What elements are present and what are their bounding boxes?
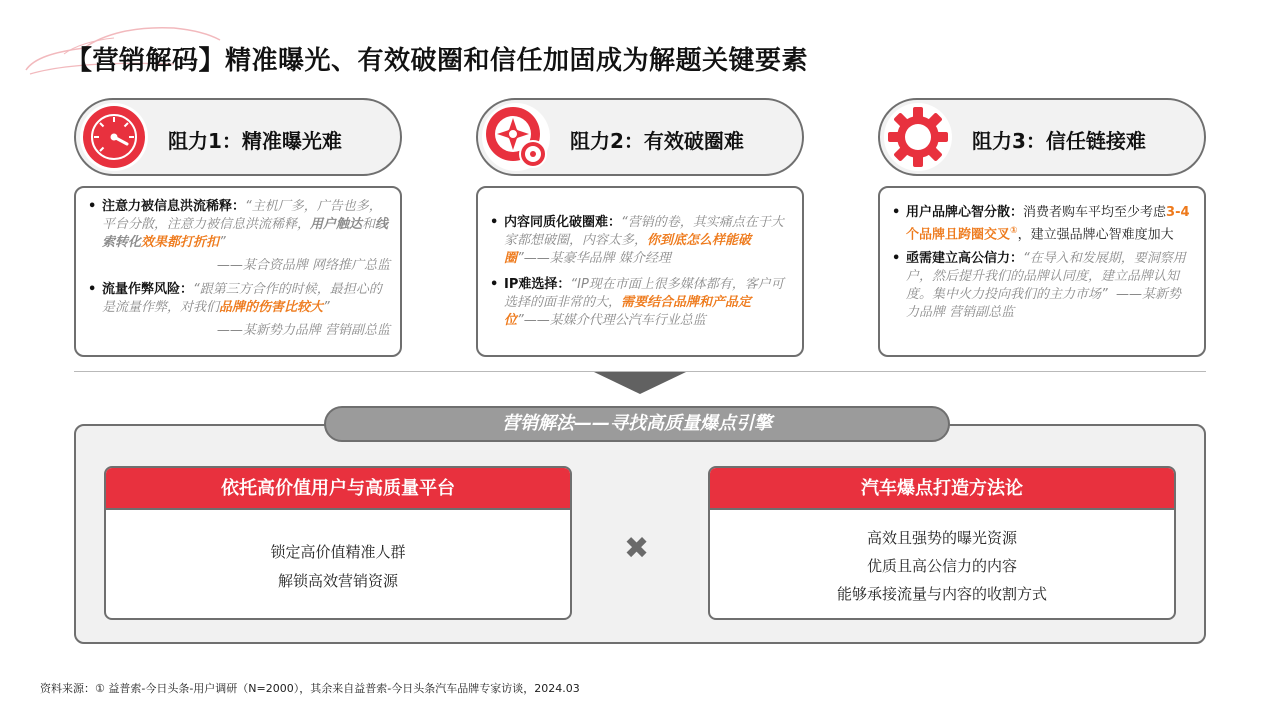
point-ip-selection: • IP难选择：“IP现在市面上很多媒体都有，客户可选择的面非常的大，需要结合品牌和产品定位”——某媒介代理公汽车行业总监 [490, 276, 792, 330]
left-solution-title: 依托高价值用户与高质量平台 [106, 468, 570, 510]
down-arrow-icon [594, 372, 686, 394]
point-content-homogeneity: • 内容同质化破圈难：“营销的卷，其实痛点在于大家都想破圈，内容太多，你到底怎么样能破圈”——某豪华品牌 媒介经理 [490, 214, 792, 268]
resistance-2-pill [476, 98, 804, 176]
resistance-3-card [878, 186, 1206, 357]
resistance-2-label: 阻力2：有效破圈难 [570, 129, 744, 153]
point-credibility: • 亟需建立高公信力：“在导入和发展期，要洞察用户，然后提升我们的品牌认同度，建立品牌认知度。集中火力投向我们的主力市场” ——某新势力品牌 营销副总监 [892, 250, 1194, 322]
left-solution-card [104, 466, 572, 620]
resistance-1-card [74, 186, 402, 357]
point-brand-mindshare: • 用户品牌心智分散：消费者购车平均至少考虑3-4个品牌且跨圈交叉①，建立强品牌心智难度加大 [892, 204, 1194, 244]
resistance-3-label: 阻力3：信任链接难 [972, 129, 1146, 153]
left-solution-item: 解锁高效营销资源 [277, 572, 398, 590]
gear-icon [884, 103, 952, 171]
resistance-2-card [476, 186, 804, 357]
quote-source: ——某新势力品牌 营销副总监 [216, 323, 390, 338]
point-traffic-fraud: • 流量作弊风险：“跟第三方合作的时候，最担心的是流量作弊，对我们品牌的伤害比较大” [88, 281, 390, 317]
multiply-icon: ✖ [624, 531, 650, 566]
point-attention-diluted: • 注意力被信息洪流稀释：“主机厂多，广告也多，平台分散，注意力被信息洪流稀释，用户触达和线索转化效果都打折扣” [88, 198, 390, 252]
right-solution-item: 优质且高公信力的内容 [866, 557, 1017, 575]
resistance-1-pill [74, 98, 402, 176]
speedometer-icon [80, 103, 148, 171]
footer-source: 资料来源：① 益普索-今日头条-用户调研（N=2000），其余来自益普索-今日头条汽车品牌专家访谈，2024.03 [40, 682, 580, 695]
right-solution-item: 能够承接流量与内容的收割方式 [836, 585, 1047, 603]
right-solution-title: 汽车爆点打造方法论 [710, 468, 1174, 510]
resistance-1-label: 阻力1：精准曝光难 [168, 129, 342, 153]
wheel-icon [482, 103, 550, 171]
right-solution-item: 高效且强势的曝光资源 [866, 529, 1017, 547]
solution-banner: 营销解法——寻找高质量爆点引擎 [324, 406, 950, 442]
page-title: 【营销解码】精准曝光、有效破圈和信任加固成为解题关键要素 [66, 46, 809, 76]
resistance-3-pill [878, 98, 1206, 176]
quote-source: ——某合资品牌 网络推广总监 [216, 258, 390, 273]
right-solution-card [708, 466, 1176, 620]
left-solution-item: 锁定高价值精准人群 [270, 543, 406, 561]
